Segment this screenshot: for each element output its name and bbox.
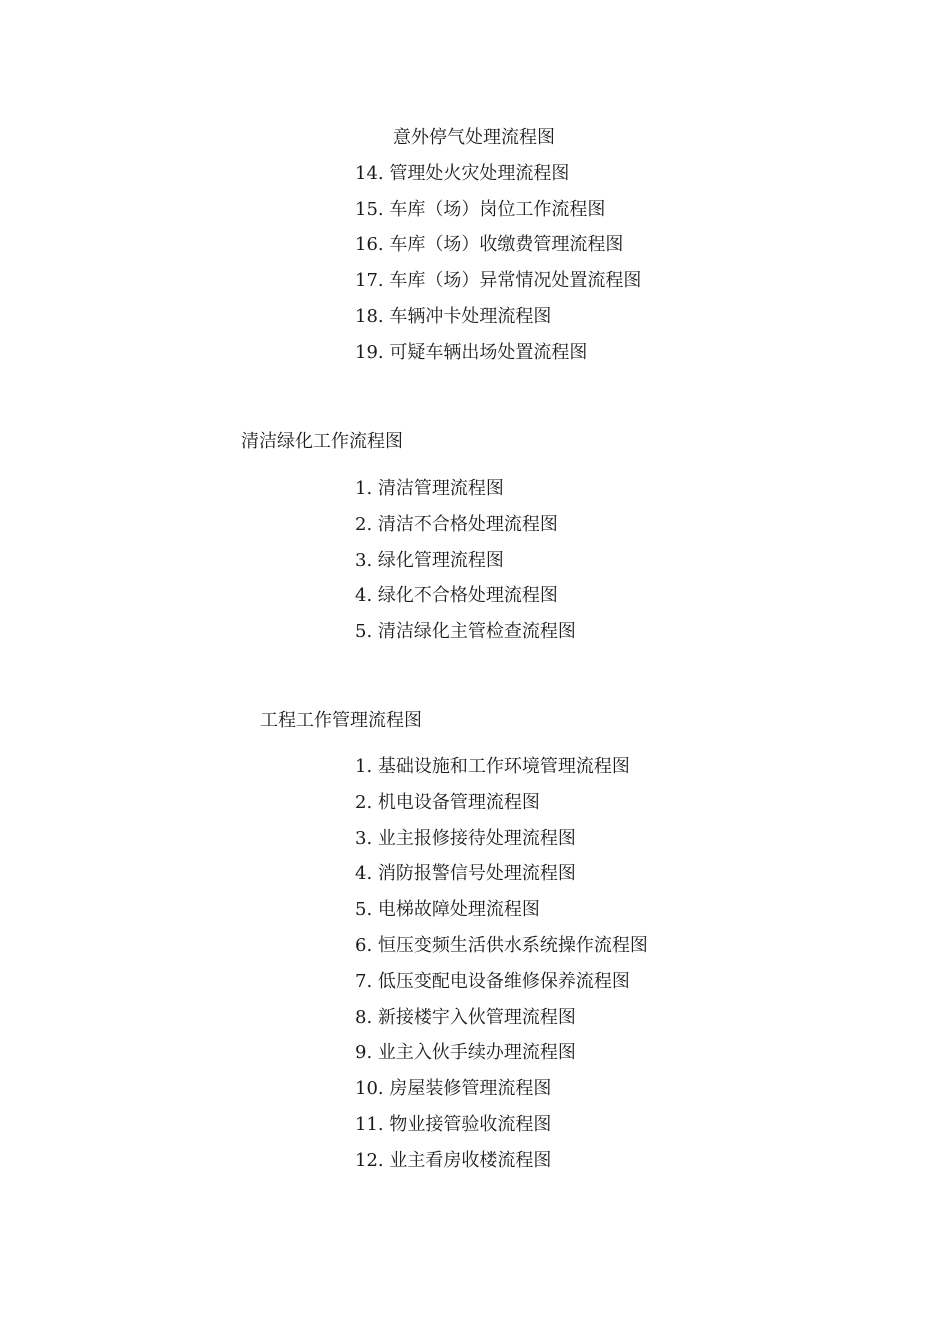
item-label: 业主看房收楼流程图 <box>389 1149 552 1171</box>
item-label: 车库（场）岗位工作流程图 <box>389 198 606 220</box>
item-number: 14. <box>355 162 384 184</box>
list-item <box>355 821 648 857</box>
item-label: 房屋装修管理流程图 <box>389 1078 552 1100</box>
item-number: 16. <box>355 234 384 256</box>
list-item <box>355 192 641 228</box>
list-item <box>355 263 641 299</box>
item-number: 11. <box>355 1113 384 1135</box>
list-item <box>355 749 648 785</box>
item-label: 基础设施和工作环境管理流程图 <box>377 756 630 777</box>
item-number: 3. <box>355 549 373 571</box>
list-item <box>355 614 576 650</box>
item-number: 9. <box>355 1042 373 1064</box>
item-label: 恒压变频生活供水系统操作流程图 <box>377 934 648 956</box>
item-label: 意外停气处理流程图 <box>393 127 555 148</box>
engineering-list <box>355 749 648 1179</box>
item-label: 绿化不合格处理流程图 <box>377 585 558 607</box>
item-label: 清洁不合格处理流程图 <box>377 513 558 535</box>
cleaning-list <box>355 471 576 650</box>
list-item <box>355 1071 648 1107</box>
item-label: 业主入伙手续办理流程图 <box>377 1042 576 1064</box>
item-label: 机电设备管理流程图 <box>377 791 540 813</box>
list-item <box>355 227 641 263</box>
item-number: 12. <box>355 1149 384 1171</box>
item-number: 6. <box>355 934 373 956</box>
list-item <box>355 299 641 335</box>
item-label: 电梯故障处理流程图 <box>377 899 540 921</box>
list-item <box>355 1107 648 1143</box>
item-number: 5. <box>355 621 373 643</box>
list-item <box>355 1143 648 1179</box>
item-number: 1. <box>355 478 373 499</box>
list-item <box>355 120 641 156</box>
item-number: 18. <box>355 305 384 327</box>
section-heading-engineering: 工程工作管理流程图 <box>260 710 422 731</box>
item-label: 绿化管理流程图 <box>377 549 504 571</box>
item-label: 物业接管验收流程图 <box>389 1113 552 1135</box>
item-number: 10. <box>355 1078 384 1100</box>
list-item <box>355 892 648 928</box>
list-item <box>355 471 576 507</box>
security-list <box>355 120 641 371</box>
list-item <box>355 335 641 371</box>
list-item <box>355 1035 648 1071</box>
item-number: 8. <box>355 1006 373 1028</box>
item-label: 业主报修接待处理流程图 <box>377 827 576 849</box>
list-item <box>355 507 576 543</box>
item-number: 19. <box>355 341 384 363</box>
item-number: 15. <box>355 198 384 220</box>
item-label: 可疑车辆出场处置流程图 <box>389 341 588 363</box>
list-item <box>355 1000 648 1036</box>
item-number: 4. <box>355 585 373 607</box>
item-number: 1. <box>355 756 373 777</box>
item-label: 管理处火灾处理流程图 <box>389 162 570 184</box>
item-number: 5. <box>355 899 373 921</box>
item-label: 消防报警信号处理流程图 <box>377 863 576 885</box>
list-item <box>355 543 576 579</box>
list-item <box>355 928 648 964</box>
list-item <box>355 156 641 192</box>
item-number: 7. <box>355 970 373 992</box>
list-item <box>355 785 648 821</box>
list-item <box>355 964 648 1000</box>
item-number: 3. <box>355 827 373 849</box>
item-label: 新接楼宇入伙管理流程图 <box>377 1006 576 1028</box>
item-label: 清洁管理流程图 <box>377 478 504 499</box>
item-number: 17. <box>355 270 384 292</box>
item-label: 车库（场）异常情况处置流程图 <box>389 270 642 292</box>
item-label: 清洁绿化主管检查流程图 <box>377 621 576 643</box>
list-item <box>355 578 576 614</box>
section-heading-cleaning: 清洁绿化工作流程图 <box>241 431 403 452</box>
list-item <box>355 856 648 892</box>
item-number: 4. <box>355 863 373 885</box>
item-label: 车库（场）收缴费管理流程图 <box>389 234 624 256</box>
item-label: 低压变配电设备维修保养流程图 <box>377 970 630 992</box>
item-number: 2. <box>355 791 373 813</box>
item-label: 车辆冲卡处理流程图 <box>389 305 552 327</box>
item-number: 2. <box>355 513 373 535</box>
